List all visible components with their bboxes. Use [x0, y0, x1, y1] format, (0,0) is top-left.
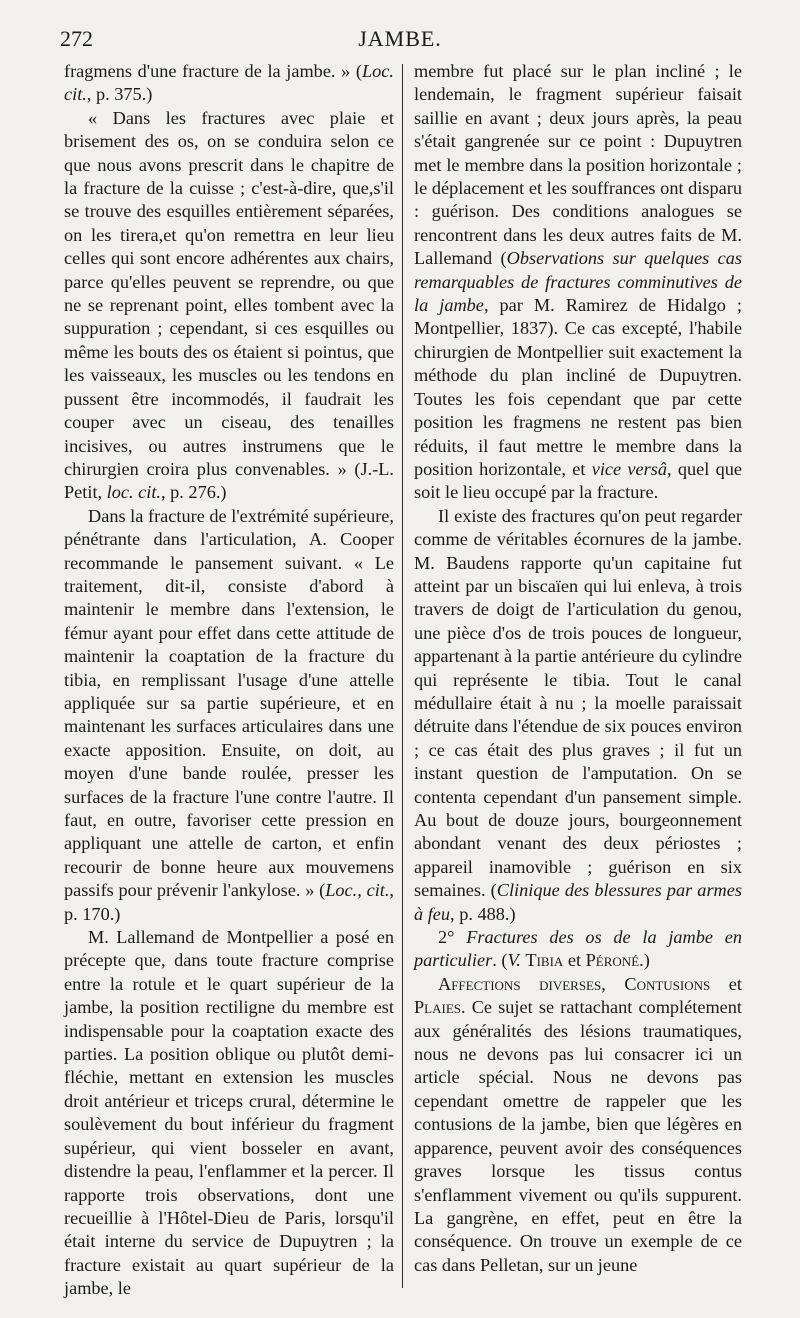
text-run: Il existe des fractures qu'on peut regarder comme de véritables écornures de la jambe. M. Baudens rapporte qu'un capitaine fut atteint par un biscaïen qui lui enleva, à trois travers de doigt de l'articulation du genou, une pièce d'os de trois pouces de longueur, appartenant à la partie antérieure du cylindre qui représente le tibia. Tout le canal médullaire était à nu ; la moelle paraissait détruite dans l'étendue de six pouces environ ; ce cas était des plus graves ; il fut un instant question de l'amputation. On se contenta cependant d'un pansement simple. Au bout de douze jours, bourgeonnement abondant venant des deux périostes ; appareil inamovible ; guérison en six semaines. ( — [414, 505, 742, 901]
text-run: fragmens d'une fracture de la jambe. » ( — [64, 61, 362, 81]
text-run: et — [563, 950, 586, 971]
text-run: , p. 276.) — [161, 482, 227, 503]
left-text-column — [64, 60, 394, 1301]
page-number: 272 — [60, 26, 93, 51]
italic-text: V. — [507, 950, 521, 971]
running-title: JAMBE. — [358, 26, 442, 51]
text-run: , p. 375.) — [86, 84, 153, 105]
text-run: 2° — [438, 927, 467, 948]
right-text-column — [414, 60, 742, 1277]
italic-text: Loc. cit. — [64, 61, 394, 105]
text-run: Dans la fracture de l'extrémité supérieure, pénétrante dans l'articulation, A. Cooper recommande le pansement suivant. « Le traitement, dit-il, consiste d'abord à maintenir le membre dans l'extension, le fémur ayant pour effet dans cette attitude de maintenir la coaptation de la fracture du tibia, en remplissant l'usage d'une attelle appliquée sur sa partie supérieure, et en maintenant les surfaces articulaires dans une exacte apposition. Ensuite, on doit, au moyen d'une bande roulée, presser les surfaces de la fracture l'une contre l'autre. Il faut, en outre, favoriser cette pression en appliquant une attelle de carton, et enfin recourir de bonne heure aux mouvemens passifs pour prévenir l'ankylose. » ( — [64, 505, 394, 901]
small-caps-text: Plaies — [414, 997, 461, 1018]
paragraph — [64, 926, 394, 1301]
text-run: . ( — [492, 950, 508, 971]
text-run: M. Lallemand de Montpellier a posé en précepte que, dans toute fracture comprise entre la rotule et le quart supérieur de la jambe, la position rectiligne du membre est indispensable pour la coaptation exacte des parties. La position oblique ou plutôt demi-fléchie, mettant en extension les muscles droit antérieur et triceps crural, détermine le soulèvement du bout inférieur du fragment supérieur, qui vient bosseler en avant, distendre la peau, l'enflammer et la percer. Il rapporte trois observations, dont une recueillie à l'Hôtel-Dieu de Paris, lorsqu'il était interne du service de Dupuytren ; la fracture existait au quart supérieur de la jambe, le — [64, 927, 394, 1299]
italic-text: Loc., cit. — [325, 880, 390, 901]
text-run: , p. 488.) — [450, 903, 516, 924]
text-run: , — [601, 973, 625, 994]
text-run: « Dans les fractures avec plaie et brisement des os, on se conduira selon ce que nous avons prescrit dans le chapitre de la fracture de la cuisse ; c'est-à-dire, que,s'il se trouve des esquilles entièrement séparées, on les tirera,et qu'on remettra en leur lieu celles qui sont encore adhérentes aux chairs, parce qu'elles peuvent se reprendre, ou que ne se reprenant point, elles tombent avec la suppuration ; cependant, si ces esquilles ou même les bouts des os étaient si pointus, que les vaisseaux, les muscles ou les tendons en pussent être incommodés, il faudrait les couper avec un ciseau, des tenailles incisives, ou autres instrumens que le chirurgien croira plus convenables. » (J.-L. Petit, — [64, 107, 394, 503]
paragraph — [414, 505, 742, 926]
text-run: , par M. Ramirez de Hidalgo ; Montpellier, 1837). Ce cas excepté, l'habile chirurgien de Montpellier suit exactement la méthode du plan incliné de Dupuytren. Toutes les fois cependant que par cette position les fragmens ne restent pas bien réduits, il faut mettre le membre dans la position horizontale, et — [414, 295, 742, 479]
text-run: membre fut placé sur le plan incliné ; le lendemain, le fragment supérieur faisait saillie en avant ; deux jours après, la peau s'était gangrenée sur ce point : Dupuytren met le membre dans la position horizontale ; le déplacement et les souffrances ont disparu : guérison. Des conditions analogues se rencontrent dans les deux autres faits de M. Lallemand ( — [414, 61, 742, 269]
text-run: , quel que soit le lieu occupé par la fracture. — [414, 458, 742, 503]
page-header — [60, 26, 740, 56]
paragraph — [414, 973, 742, 1277]
italic-text: loc. cit. — [106, 482, 161, 503]
column-divider — [402, 64, 403, 1288]
paragraph — [64, 505, 394, 926]
text-run: .) — [639, 950, 650, 971]
italic-text: Fractures des os de la jambe en particulier — [414, 927, 742, 971]
text-run: et — [710, 973, 743, 994]
text-run: . Ce sujet se rattachant complétement aux généralités des lésions traumatiques, nous ne devons pas lui consacrer ici un article spécial. Nous ne devons pas cependant omettre de rappeler que les contusions de la jambe, bien que légères en apparence, peuvent avoir des conséquences graves lorsque les tissus contus s'enflamment vivement ou qu'ils suppurent. La gangrène, en effet, peut en être la conséquence. On trouve un exemple de ce cas dans Pelletan, sur un jeune — [414, 997, 742, 1275]
italic-text: Clinique des blessures par armes à feu — [414, 880, 742, 924]
text-run: , p. 170.) — [64, 880, 394, 924]
continued-paragraph — [414, 60, 742, 505]
italic-text: vice versâ — [591, 458, 668, 479]
italic-text: Observations sur quelques cas remarquables de fractures comminutives de la jambe — [414, 248, 742, 316]
paragraph — [414, 926, 742, 973]
small-caps-text: Tibia — [525, 950, 564, 971]
small-caps-text: Affections diverses — [438, 973, 602, 994]
continued-paragraph — [64, 60, 394, 107]
small-caps-text: Péroné — [585, 950, 640, 971]
paragraph — [64, 107, 394, 505]
small-caps-text: Contusions — [624, 973, 711, 994]
